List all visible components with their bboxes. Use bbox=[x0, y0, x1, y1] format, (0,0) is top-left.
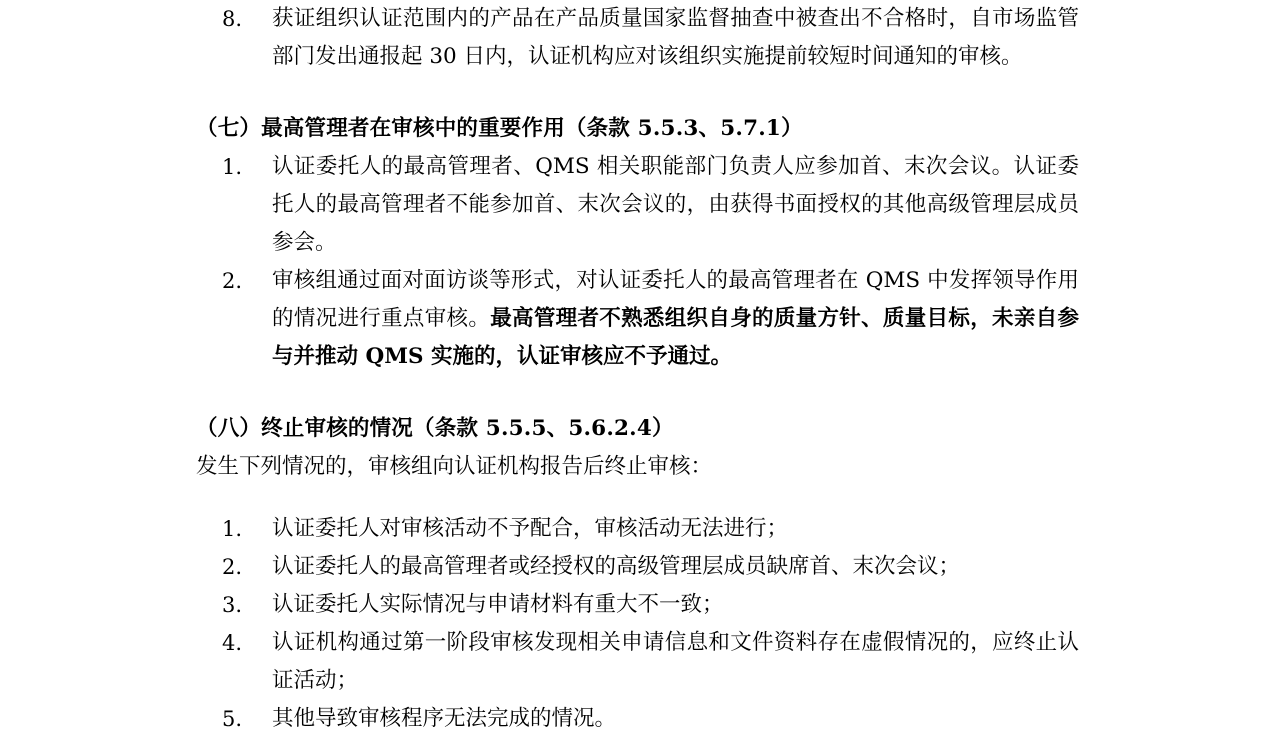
section-eight-lead-paragraph: 发生下列情况的，审核组向认证机构报告后终止审核： bbox=[196, 454, 713, 479]
list-item bbox=[196, 0, 1079, 76]
list-item-number: 2. bbox=[222, 269, 243, 293]
section-eight-list bbox=[196, 510, 1079, 738]
section-heading-seven: （七）最高管理者在审核中的重要作用（条款 5.5.3、5.7.1） bbox=[196, 116, 803, 141]
continued-numbered-list bbox=[196, 0, 1079, 76]
list-item-text-normal: 审核组通过面对面访谈等形式，对认证委托人的最高管理者在 QMS 中发挥领导作用的情况进行重点审核。 bbox=[272, 268, 1079, 331]
section-seven-list bbox=[196, 148, 1079, 376]
spacer bbox=[196, 486, 1079, 510]
list-item-number: 1. bbox=[222, 517, 243, 541]
list-item-text-emphasis: 最高管理者不熟悉组织自身的质量方针、质量目标，未亲自参与并推动 QMS 实施的，认证审核应不予通过。 bbox=[272, 306, 1079, 369]
document-body bbox=[196, 0, 1079, 738]
list-item bbox=[196, 510, 1079, 548]
spacer bbox=[196, 76, 1079, 110]
list-item-number: 4. bbox=[222, 631, 243, 655]
list-item-text: 认证机构通过第一阶段审核发现相关申请信息和文件资料存在虚假情况的，应终止认证活动； bbox=[272, 630, 1079, 693]
list-item-number: 1. bbox=[222, 155, 243, 179]
list-item-text bbox=[272, 262, 1079, 376]
list-item bbox=[196, 148, 1079, 262]
list-item bbox=[196, 624, 1079, 700]
list-item-text: 其他导致审核程序无法完成的情况。 bbox=[272, 706, 617, 731]
list-item-text: 认证委托人对审核活动不予配合，审核活动无法进行； bbox=[272, 516, 789, 541]
list-item bbox=[196, 586, 1079, 624]
list-item bbox=[196, 548, 1079, 586]
list-item-text: 认证委托人的最高管理者、QMS 相关职能部门负责人应参加首、末次会议。认证委托人的最高管理者不能参加首、末次会议的，由获得书面授权的其他高级管理层成员参会。 bbox=[272, 154, 1079, 255]
list-item bbox=[196, 262, 1079, 376]
list-item-number: 3. bbox=[222, 593, 243, 617]
list-item-text: 认证委托人的最高管理者或经授权的高级管理层成员缺席首、末次会议； bbox=[272, 554, 961, 579]
list-item bbox=[196, 700, 1079, 738]
list-item-number: 5. bbox=[222, 707, 243, 731]
spacer bbox=[196, 376, 1079, 410]
section-heading-eight: （八）终止审核的情况（条款 5.5.5、5.6.2.4） bbox=[196, 416, 674, 441]
list-item-text: 认证委托人实际情况与申请材料有重大不一致； bbox=[272, 592, 724, 617]
list-item-number: 8. bbox=[222, 7, 243, 31]
list-item-text: 获证组织认证范围内的产品在产品质量国家监督抽查中被查出不合格时，自市场监管部门发出通报起 30 日内，认证机构应对该组织实施提前较短时间通知的审核。 bbox=[272, 6, 1079, 69]
list-item-number: 2. bbox=[222, 555, 243, 579]
